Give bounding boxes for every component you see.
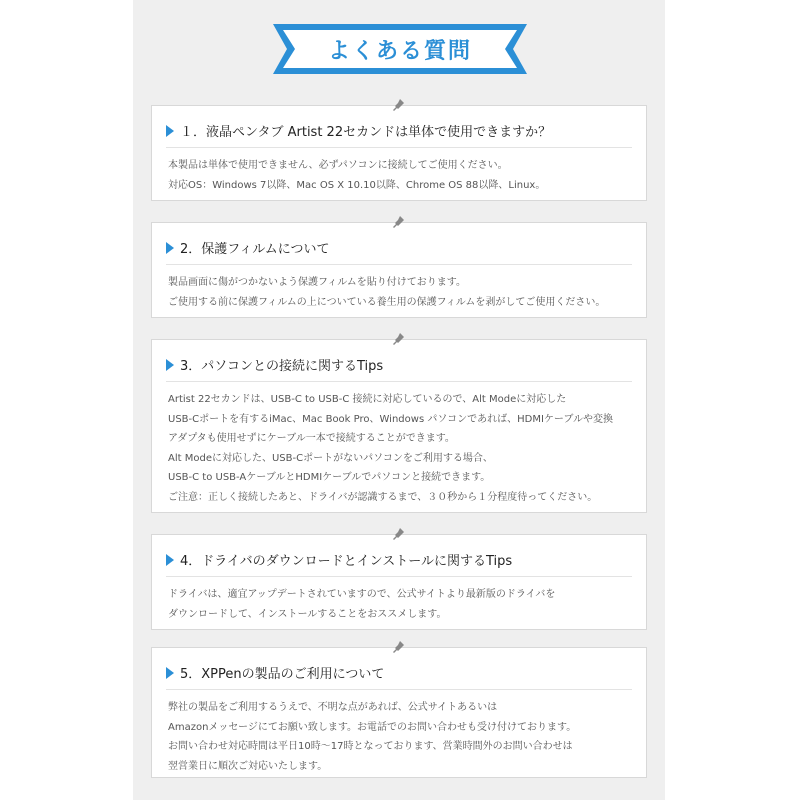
answer-line: USB-Cポートを有するiMac、Mac Book Pro、Windows パソコンであれば、HDMIケーブルや変換 <box>168 413 614 425</box>
faq-question-4: 4．ドライバのダウンロードとインストールに関するTips <box>166 550 632 569</box>
answer-line: ご注意：正しく接続したあと、ドライバが認識するまで、３０秒から１分程度待ってください。 <box>168 491 598 503</box>
faq-answer-2 <box>168 273 636 312</box>
triangle-right-icon <box>166 554 174 566</box>
faq-question-1: １．液晶ペンタブ Artist 22セカンドは単体で使用できますか？ <box>166 121 632 140</box>
faq-card-5 <box>151 647 647 778</box>
pushpin-icon <box>393 332 407 346</box>
answer-line: Amazonメッセージにてお願い致します。お電話でのお問い合わせも受け付けております。 <box>168 721 577 733</box>
answer-line: 製品画面に傷がつかないよう保護フィルムを貼り付けております。 <box>168 277 466 288</box>
divider <box>166 147 632 148</box>
faq-title: よくある質問 <box>327 38 472 64</box>
divider <box>166 381 632 382</box>
answer-line: ご使用する前に保護フィルムの上についている養生用の保護フィルムを剥がしてご使用ください。 <box>168 296 606 308</box>
pushpin-icon <box>393 98 407 112</box>
answer-line: アダプタも使用せずにケーブル一本で接続することができます。 <box>168 433 455 444</box>
answer-line: Alt Modeに対応した、USB-Cポートがないパソコンをご利用する場合、 <box>168 452 493 464</box>
faq-answer-3 <box>168 390 636 507</box>
faq-answer-1 <box>168 156 636 195</box>
faq-answer-5 <box>168 698 636 776</box>
divider <box>166 576 632 577</box>
faq-question-2: 2．保護フィルムについて <box>166 238 632 257</box>
pushpin-icon <box>393 640 407 654</box>
answer-line: 本製品は単体で使用できません、必ずパソコンに接続してご使用ください。 <box>168 160 508 171</box>
answer-line: お問い合わせ対応時間は平日10時〜17時となっております、営業時間外のお問い合わせは <box>168 741 573 752</box>
pushpin-icon <box>393 527 407 541</box>
triangle-right-icon <box>166 359 174 371</box>
divider <box>166 264 632 265</box>
answer-line: 弊社の製品をご利用するうえで、不明な点があれば、公式サイトあるいは <box>168 702 498 713</box>
faq-card-3 <box>151 339 647 513</box>
pushpin-icon <box>393 215 407 229</box>
faq-answer-4 <box>168 585 636 624</box>
triangle-right-icon <box>166 242 174 254</box>
answer-line: 翌営業日に順次ご対応いたします。 <box>168 760 328 772</box>
divider <box>166 689 632 690</box>
faq-card-4 <box>151 534 647 630</box>
answer-line: 対応OS：Windows 7以降、Mac OS X 10.10以降、Chrome OS 88以降、Linux。 <box>168 179 546 191</box>
faq-card-2 <box>151 222 647 318</box>
triangle-right-icon <box>166 125 174 137</box>
faq-question-3: 3．パソコンとの接続に関するTips <box>166 355 632 374</box>
faq-card-1 <box>151 105 647 201</box>
faq-banner <box>273 20 527 78</box>
answer-line: ドライバは、適宜アップデートされていますので、公式サイトより最新版のドライバを <box>168 589 556 600</box>
answer-line: ダウンロードして、インストールすることをおススメします。 <box>168 608 447 620</box>
answer-line: USB-C to USB-AケーブルとHDMIケーブルでパソコンと接続できます。 <box>168 472 491 483</box>
faq-question-5: 5．XPPenの製品のご利用について <box>166 663 632 682</box>
answer-line: Artist 22セカンドは、USB-C to USB-C 接続に対応しているので、Alt Modeに対応した <box>168 394 567 405</box>
triangle-right-icon <box>166 667 174 679</box>
